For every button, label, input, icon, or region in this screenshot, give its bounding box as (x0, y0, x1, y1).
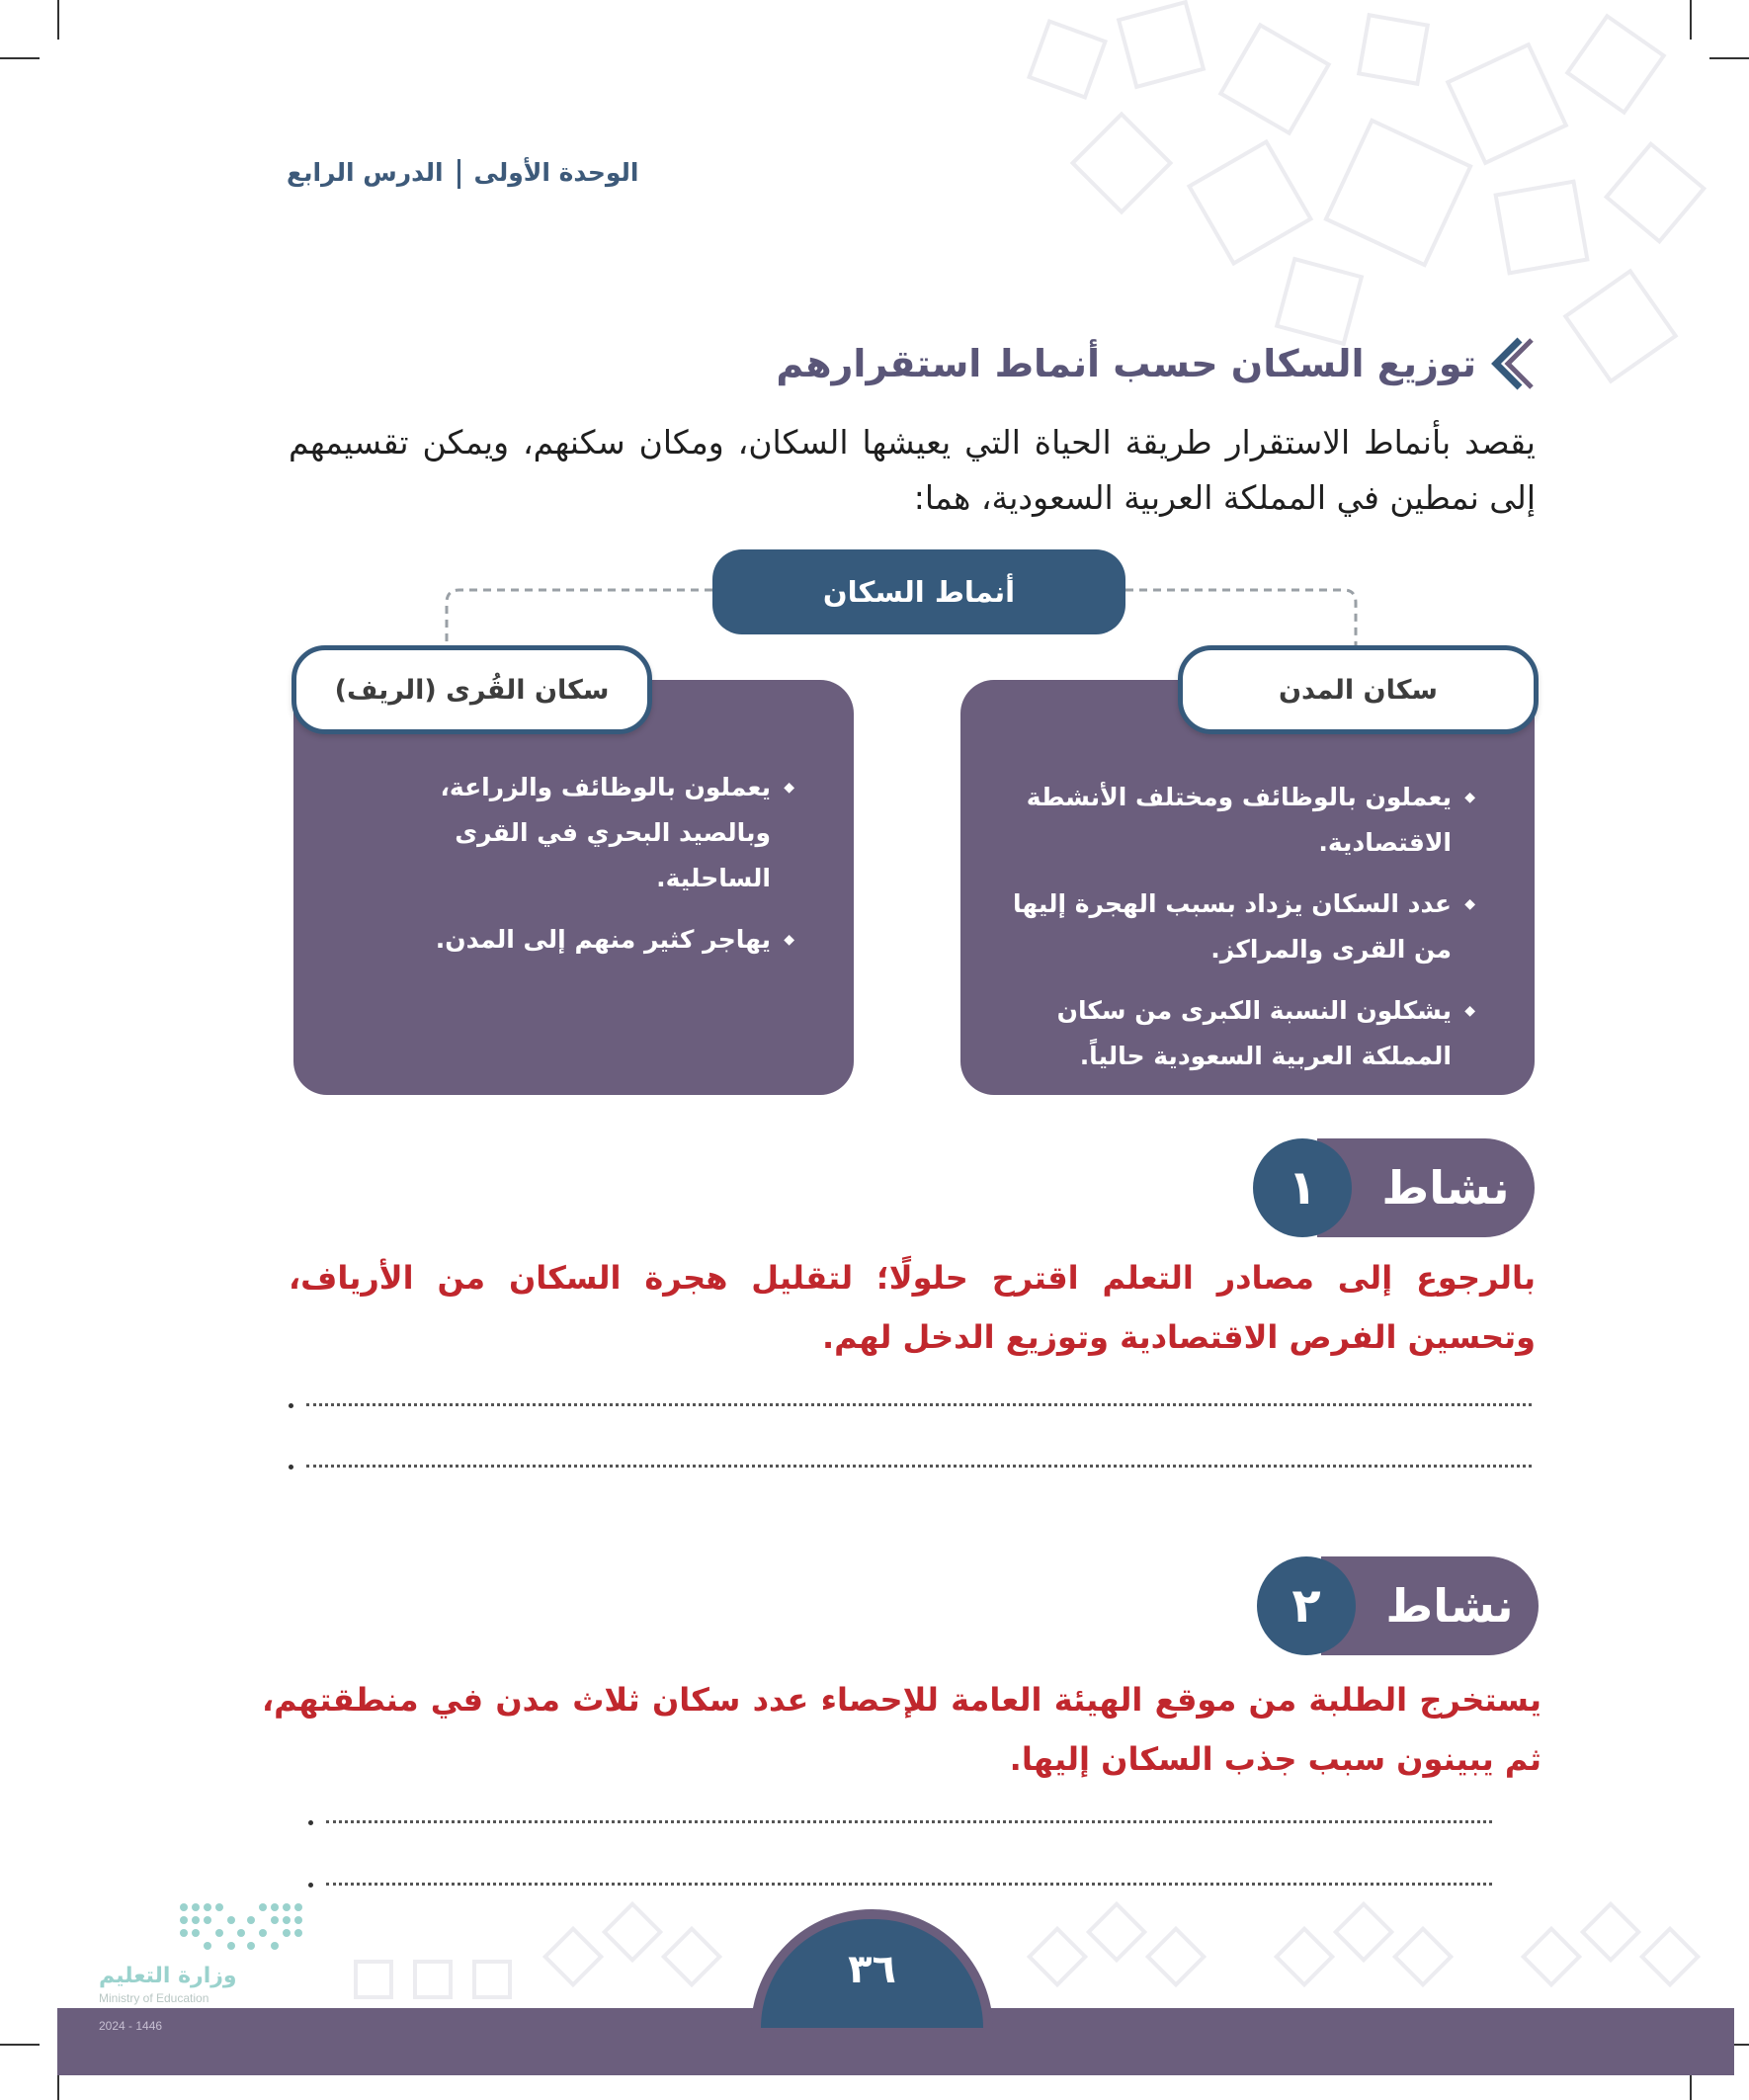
page-number: ٣٦ (761, 1919, 983, 2028)
answer-line[interactable] (306, 1465, 1532, 1468)
ministry-dots-icon (164, 1892, 401, 1962)
list-item: ◆ يعملون بالوظائف والزراعة، وبالصيد البحري في القرى الساحلية. (350, 765, 794, 901)
answer-bullet (308, 1883, 313, 1888)
section-heading (776, 334, 1534, 393)
answer-line[interactable] (326, 1820, 1492, 1823)
crop-mark (0, 2044, 40, 2046)
section-title: توزيع السكان حسب أنماط استقرارهم (776, 342, 1476, 385)
crop-mark (57, 0, 59, 40)
city-label: سكان المدن (1178, 645, 1539, 734)
running-header (287, 158, 639, 189)
rural-list (350, 765, 794, 978)
answer-bullet (289, 1403, 293, 1408)
answer-line[interactable] (326, 1883, 1492, 1886)
header-separator (458, 159, 460, 189)
list-item: ◆ يهاجر كثير منهم إلى المدن. (350, 917, 794, 963)
list-item: ◆ يعملون بالوظائف ومختلف الأنشطة الاقتصادية. (1011, 775, 1475, 866)
ministry-logo (95, 1892, 332, 2031)
activity-number: ١ (1253, 1138, 1352, 1237)
city-list (1011, 775, 1475, 1095)
crop-mark (1690, 0, 1692, 40)
activity-1-badge (1253, 1138, 1535, 1237)
double-chevron-icon (1486, 334, 1534, 393)
activity-2-instruction: يستخرج الطلبة من موقع الهيئة العامة للإحصاء عدد سكان ثلاث مدن في منطقتهم، ثم يبينون سبب جذب السكان إليها. (262, 1681, 1541, 1778)
answer-bullet (289, 1465, 293, 1470)
rural-label: سكان القُرى (الريف) (292, 645, 652, 734)
crop-mark (1709, 57, 1749, 59)
diagram-root: أنماط السكان (712, 549, 1125, 634)
list-item: ◆ عدد السكان يزداد بسبب الهجرة إليها من القرى والمراكز. (1011, 882, 1475, 972)
ministry-name: وزارة التعليم (99, 1964, 237, 1988)
activity-1-instruction: بالرجوع إلى مصادر التعلم اقترح حلولًا؛ لتقليل هجرة السكان من الأرياف، وتحسين الفرص الاقتصادية وتوزيع الدخل لهم. (289, 1259, 1536, 1356)
answer-line[interactable] (306, 1403, 1532, 1406)
answer-bullet (308, 1820, 313, 1825)
activity-label: نشاط (1321, 1556, 1539, 1655)
intro-paragraph: يقصد بأنماط الاستقرار طريقة الحياة التي يعيشها السكان، ومكان سكنهم، ويمكن تقسيمهم إلى نمطين في المملكة العربية السعودية، هما: (289, 423, 1536, 517)
ministry-name-en: Ministry of Education (99, 1991, 209, 2005)
lesson-label: الدرس الرابع (287, 158, 444, 187)
activity-2-badge (1257, 1556, 1539, 1655)
crop-mark (0, 57, 40, 59)
list-item: ◆ يشكلون النسبة الكبرى من سكان المملكة العربية السعودية حالياً. (1011, 988, 1475, 1079)
city-card (960, 680, 1535, 1095)
activity-number: ٢ (1257, 1556, 1356, 1655)
unit-label: الوحدة الأولى (473, 158, 639, 187)
activity-label: نشاط (1317, 1138, 1535, 1237)
edition-year: 2024 - 1446 (99, 2019, 163, 2033)
rural-card (293, 680, 854, 1095)
